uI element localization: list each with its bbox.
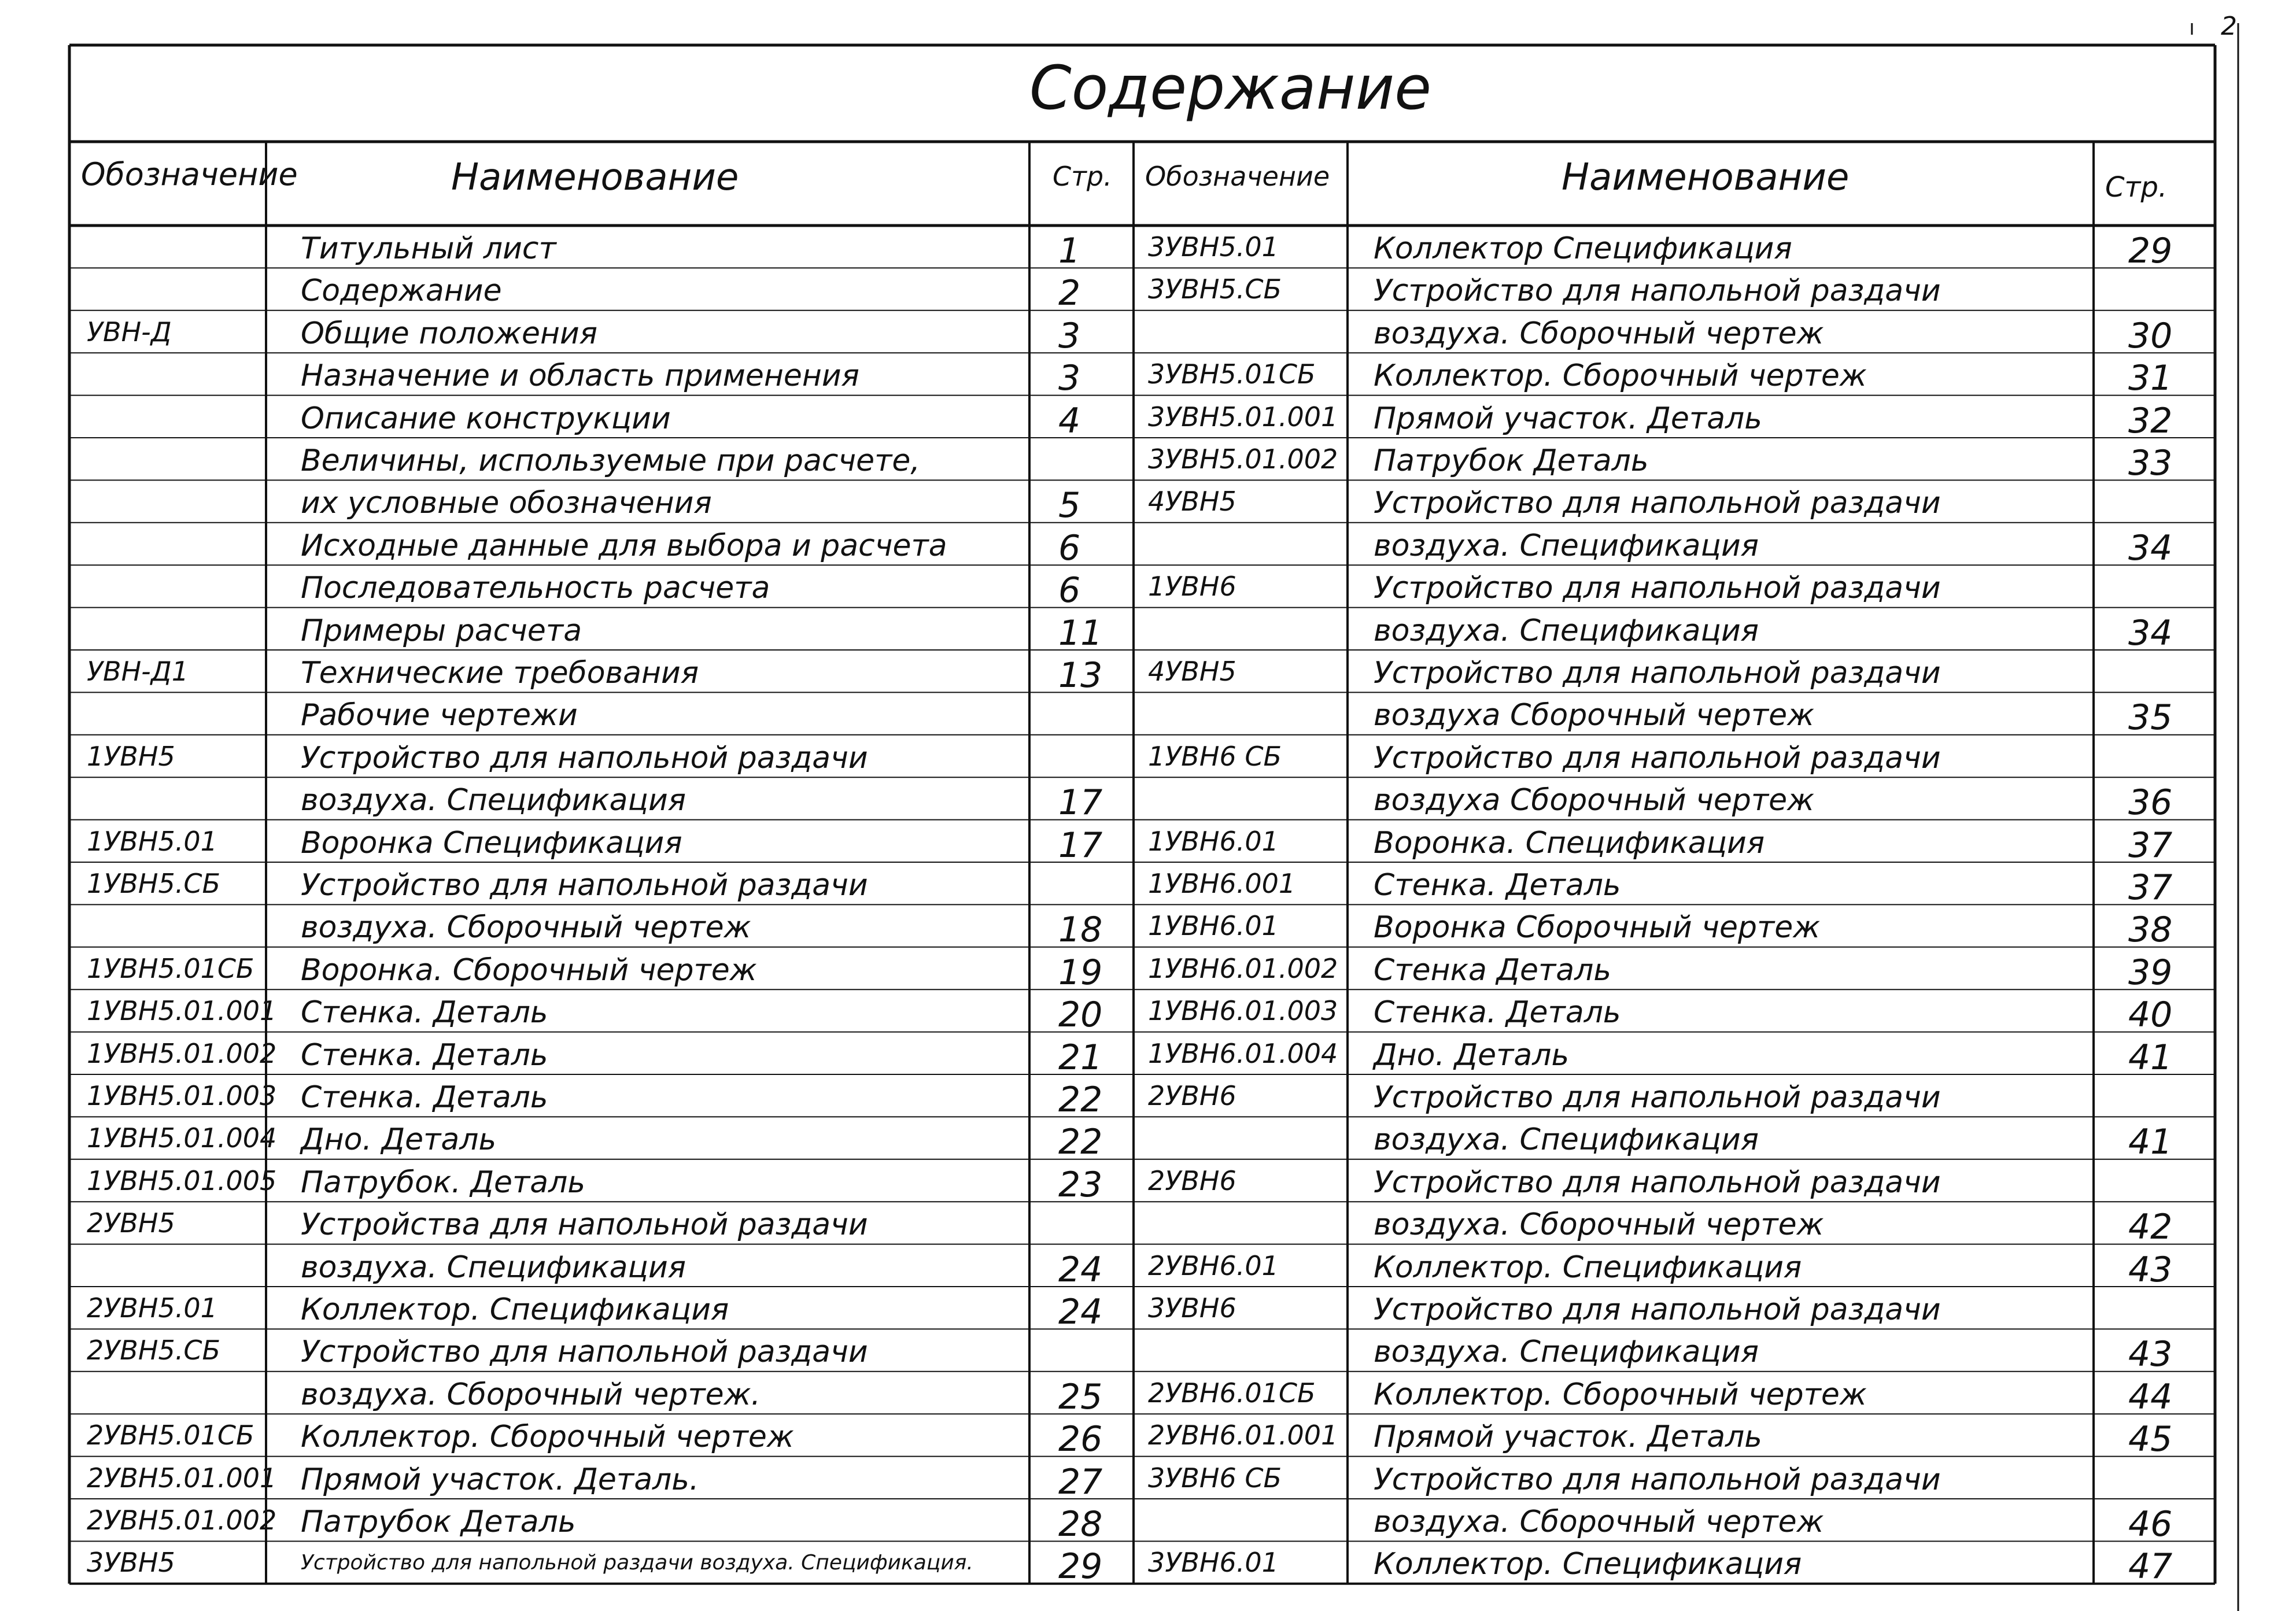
right-row-code: 2УВН6 <box>1148 1165 1236 1196</box>
right-row-name: Устройство для напольной раздачи <box>1374 1080 1941 1115</box>
left-row-page: 24 <box>1058 1292 1103 1332</box>
left-row-page: 4 <box>1058 400 1081 441</box>
right-row-code: 3УВН6 СБ <box>1148 1462 1282 1494</box>
left-row-name: воздуха. Спецификация <box>301 1250 686 1285</box>
right-row-name: воздуха. Спецификация <box>1374 1335 1759 1370</box>
left-row-code: УВН-Д1 <box>87 656 189 687</box>
right-row-code: 3УВН5.01.002 <box>1148 444 1338 475</box>
left-row-name: Титульный лист <box>301 231 556 266</box>
right-row-page: 41 <box>2128 1122 2173 1163</box>
header-right-code: Обозначение <box>1145 161 1330 192</box>
right-row-code: 3УВН5.СБ <box>1148 274 1282 305</box>
header-left-page: Стр. <box>1053 161 1112 192</box>
left-row-page: 18 <box>1058 910 1103 951</box>
right-row-code: 1УВН6.01 <box>1148 825 1279 857</box>
right-row-page: 31 <box>2128 358 2173 399</box>
left-row-name: Коллектор. Спецификация <box>301 1292 729 1327</box>
left-row-page: 23 <box>1058 1164 1103 1205</box>
right-row-name: Стенка. Деталь <box>1374 995 1621 1030</box>
left-row-name: Технические требования <box>301 656 699 690</box>
left-row-page: 6 <box>1058 527 1081 568</box>
left-row-name: Рабочие чертежи <box>301 698 578 733</box>
left-row-page: 25 <box>1058 1376 1103 1417</box>
right-row-name: Воронка. Спецификация <box>1374 825 1765 860</box>
left-row-code: 1УВН5.01.005 <box>87 1165 277 1196</box>
right-row-name: Коллектор Спецификация <box>1374 231 1792 266</box>
left-row-page: 11 <box>1058 612 1103 653</box>
right-row-page: 36 <box>2128 782 2173 823</box>
left-row-name: Исходные данные для выбора и расчета <box>301 528 947 563</box>
right-row-code: 1УВН6.01.003 <box>1148 995 1338 1027</box>
right-row-name: Устройство для напольной раздачи <box>1374 486 1941 521</box>
right-row-code: 2УВН6 <box>1148 1080 1236 1111</box>
left-row-code: 1УВН5.СБ <box>87 868 221 899</box>
right-row-page: 33 <box>2128 443 2173 483</box>
right-row-name: Коллектор. Спецификация <box>1374 1250 1802 1285</box>
left-row-name: Назначение и область применения <box>301 359 859 394</box>
left-row-name: Описание конструкции <box>301 401 671 436</box>
right-row-code: 3УВН6 <box>1148 1292 1236 1324</box>
right-row-page: 45 <box>2128 1419 2173 1460</box>
left-row-code: 1УВН5.01.004 <box>87 1122 277 1154</box>
sheet-number: 2 <box>2221 12 2237 41</box>
left-row-page: 22 <box>1058 1080 1103 1120</box>
left-row-name: Общие положения <box>301 316 598 351</box>
right-row-code: 1УВН6.01.002 <box>1148 952 1338 984</box>
right-row-name: Устройство для напольной раздачи <box>1374 1165 1941 1200</box>
left-row-code: 1УВН5.01.002 <box>87 1037 277 1069</box>
left-row-name: Устройство для напольной раздачи <box>301 740 868 775</box>
right-row-page: 32 <box>2128 400 2173 441</box>
right-row-code: 3УВН6.01 <box>1148 1547 1279 1579</box>
right-row-code: 3УВН5.01СБ <box>1148 359 1316 390</box>
right-row-name: воздуха. Спецификация <box>1374 528 1759 563</box>
right-row-name: воздуха Сборочный чертеж <box>1374 698 1814 733</box>
left-row-page: 6 <box>1058 570 1081 611</box>
left-row-page: 21 <box>1058 1037 1103 1078</box>
right-row-name: Прямой участок. Деталь <box>1374 1420 1762 1455</box>
left-row-code: 2УВН5.01.002 <box>87 1505 277 1536</box>
left-row-page: 17 <box>1058 825 1103 866</box>
left-row-name: Устройства для напольной раздачи <box>301 1207 868 1243</box>
right-row-page: 40 <box>2128 995 2173 1036</box>
left-row-name: Воронка. Сборочный чертеж <box>301 952 757 988</box>
right-row-page: 42 <box>2128 1207 2173 1248</box>
left-row-page: 2 <box>1058 273 1081 314</box>
right-row-page: 44 <box>2128 1376 2173 1417</box>
left-row-name: Устройство для напольной раздачи <box>301 1335 868 1370</box>
right-row-page: 30 <box>2128 315 2173 356</box>
left-row-name: Патрубок Деталь <box>301 1505 576 1539</box>
left-row-name: Стенка. Деталь <box>301 1080 548 1115</box>
left-row-name: Патрубок. Деталь <box>301 1165 586 1200</box>
left-row-page: 20 <box>1058 995 1103 1036</box>
right-row-name: Стенка. Деталь <box>1374 868 1621 903</box>
left-row-name: Стенка. Деталь <box>301 1037 548 1073</box>
right-row-page: 43 <box>2128 1334 2173 1375</box>
left-row-page: 26 <box>1058 1419 1103 1460</box>
left-row-code: 1УВН5 <box>87 740 175 772</box>
right-row-page: 29 <box>2128 231 2173 271</box>
left-row-page: 29 <box>1058 1546 1103 1587</box>
left-row-page: 13 <box>1058 655 1103 696</box>
right-row-page: 34 <box>2128 612 2173 653</box>
right-row-code: 1УВН6 СБ <box>1148 740 1282 772</box>
left-row-code: 1УВН5.01.003 <box>87 1080 277 1111</box>
left-row-name: Последовательность расчета <box>301 571 770 606</box>
right-row-name: Коллектор. Сборочный чертеж <box>1374 1377 1867 1412</box>
left-row-name: Устройство для напольной раздачи <box>301 868 868 903</box>
left-row-page: 5 <box>1058 485 1081 526</box>
right-row-code: 3УВН5.01 <box>1148 231 1279 263</box>
right-row-name: Устройство для напольной раздачи <box>1374 1292 1941 1327</box>
right-row-page: 47 <box>2128 1546 2173 1587</box>
right-row-page: 46 <box>2128 1504 2173 1545</box>
left-row-name: Величины, используемые при расчете, <box>301 444 920 478</box>
right-row-name: Коллектор. Сборочный чертеж <box>1374 359 1867 394</box>
right-row-code: 2УВН6.01 <box>1148 1250 1279 1281</box>
left-row-page: 3 <box>1058 315 1081 356</box>
right-row-name: Стенка Деталь <box>1374 952 1612 988</box>
right-row-code: 1УВН6.001 <box>1148 868 1296 899</box>
right-row-page: 39 <box>2128 952 2173 993</box>
left-row-name: Устройство для напольной раздачи воздуха. Спецификация. <box>301 1551 973 1575</box>
right-row-name: воздуха. Спецификация <box>1374 1122 1759 1158</box>
header-right-page: Стр. <box>2105 171 2168 204</box>
left-row-code: 2УВН5.01СБ <box>87 1420 254 1451</box>
left-row-page: 24 <box>1058 1249 1103 1290</box>
left-row-code: 1УВН5.01.001 <box>87 995 277 1027</box>
right-row-page: 41 <box>2128 1037 2173 1078</box>
right-row-name: Устройство для напольной раздачи <box>1374 274 1941 309</box>
left-row-name: Прямой участок. Деталь. <box>301 1462 699 1497</box>
right-row-name: воздуха. Сборочный чертеж <box>1374 1207 1824 1243</box>
right-row-code: 4УВН5 <box>1148 656 1236 687</box>
left-row-page: 27 <box>1058 1461 1103 1502</box>
left-row-name: Воронка Спецификация <box>301 825 682 860</box>
header-left-code: Обозначение <box>81 156 298 193</box>
left-row-name: воздуха. Сборочный чертеж. <box>301 1377 761 1412</box>
left-row-page: 3 <box>1058 358 1081 399</box>
left-row-name: воздуха. Спецификация <box>301 783 686 818</box>
right-row-code: 1УВН6 <box>1148 571 1236 603</box>
left-row-page: 22 <box>1058 1122 1103 1163</box>
right-row-name: воздуха. Сборочный чертеж <box>1374 316 1824 351</box>
page-title: Содержание <box>1029 53 1432 123</box>
right-row-name: Устройство для напольной раздачи <box>1374 656 1941 690</box>
left-row-code: 2УВН5.01.001 <box>87 1462 277 1494</box>
right-row-page: 35 <box>2128 697 2173 738</box>
right-row-name: Патрубок Деталь <box>1374 444 1649 478</box>
right-row-page: 43 <box>2128 1249 2173 1290</box>
left-row-code: 1УВН5.01 <box>87 825 217 857</box>
right-row-code: 2УВН6.01СБ <box>1148 1377 1316 1409</box>
left-row-code: 2УВН5.01 <box>87 1292 217 1324</box>
right-row-page: 38 <box>2128 910 2173 951</box>
right-row-name: Воронка Сборочный чертеж <box>1374 910 1821 945</box>
left-row-name: Содержание <box>301 274 502 309</box>
left-row-page: 17 <box>1058 782 1103 823</box>
right-row-name: воздуха. Спецификация <box>1374 613 1759 648</box>
right-row-code: 4УВН5 <box>1148 486 1236 518</box>
header-right-name: Наименование <box>1562 156 1850 199</box>
left-row-name: Примеры расчета <box>301 613 582 648</box>
right-row-page: 37 <box>2128 867 2173 908</box>
right-row-code: 3УВН5.01.001 <box>1148 401 1338 433</box>
left-row-code: 3УВН5 <box>87 1547 175 1579</box>
right-row-name: Прямой участок. Деталь <box>1374 401 1762 436</box>
header-left-name: Наименование <box>451 156 739 199</box>
right-row-name: Устройство для напольной раздачи <box>1374 571 1941 606</box>
left-row-page: 19 <box>1058 952 1103 993</box>
left-row-name: Дно. Деталь <box>301 1122 497 1158</box>
right-row-name: Дно. Деталь <box>1374 1037 1570 1073</box>
right-row-name: воздуха. Сборочный чертеж <box>1374 1505 1824 1539</box>
left-row-page: 1 <box>1058 231 1081 271</box>
right-row-page: 34 <box>2128 527 2173 568</box>
left-row-page: 28 <box>1058 1504 1103 1545</box>
left-row-name: Стенка. Деталь <box>301 995 548 1030</box>
right-row-name: Коллектор. Спецификация <box>1374 1547 1802 1582</box>
right-row-code: 1УВН6.01 <box>1148 910 1279 942</box>
left-row-code: 2УВН5 <box>87 1207 175 1239</box>
right-row-code: 2УВН6.01.001 <box>1148 1420 1338 1451</box>
left-row-code: 1УВН5.01СБ <box>87 952 254 984</box>
left-row-code: 2УВН5.СБ <box>87 1335 221 1366</box>
left-row-name: их условные обозначения <box>301 486 712 521</box>
left-row-name: Коллектор. Сборочный чертеж <box>301 1420 794 1455</box>
right-row-page: 37 <box>2128 825 2173 866</box>
right-row-name: воздуха Сборочный чертеж <box>1374 783 1814 818</box>
right-row-name: Устройство для напольной раздачи <box>1374 1462 1941 1497</box>
left-row-code: УВН-Д <box>87 316 172 348</box>
right-row-name: Устройство для напольной раздачи <box>1374 740 1941 775</box>
left-row-name: воздуха. Сборочный чертеж <box>301 910 751 945</box>
right-row-code: 1УВН6.01.004 <box>1148 1037 1338 1069</box>
